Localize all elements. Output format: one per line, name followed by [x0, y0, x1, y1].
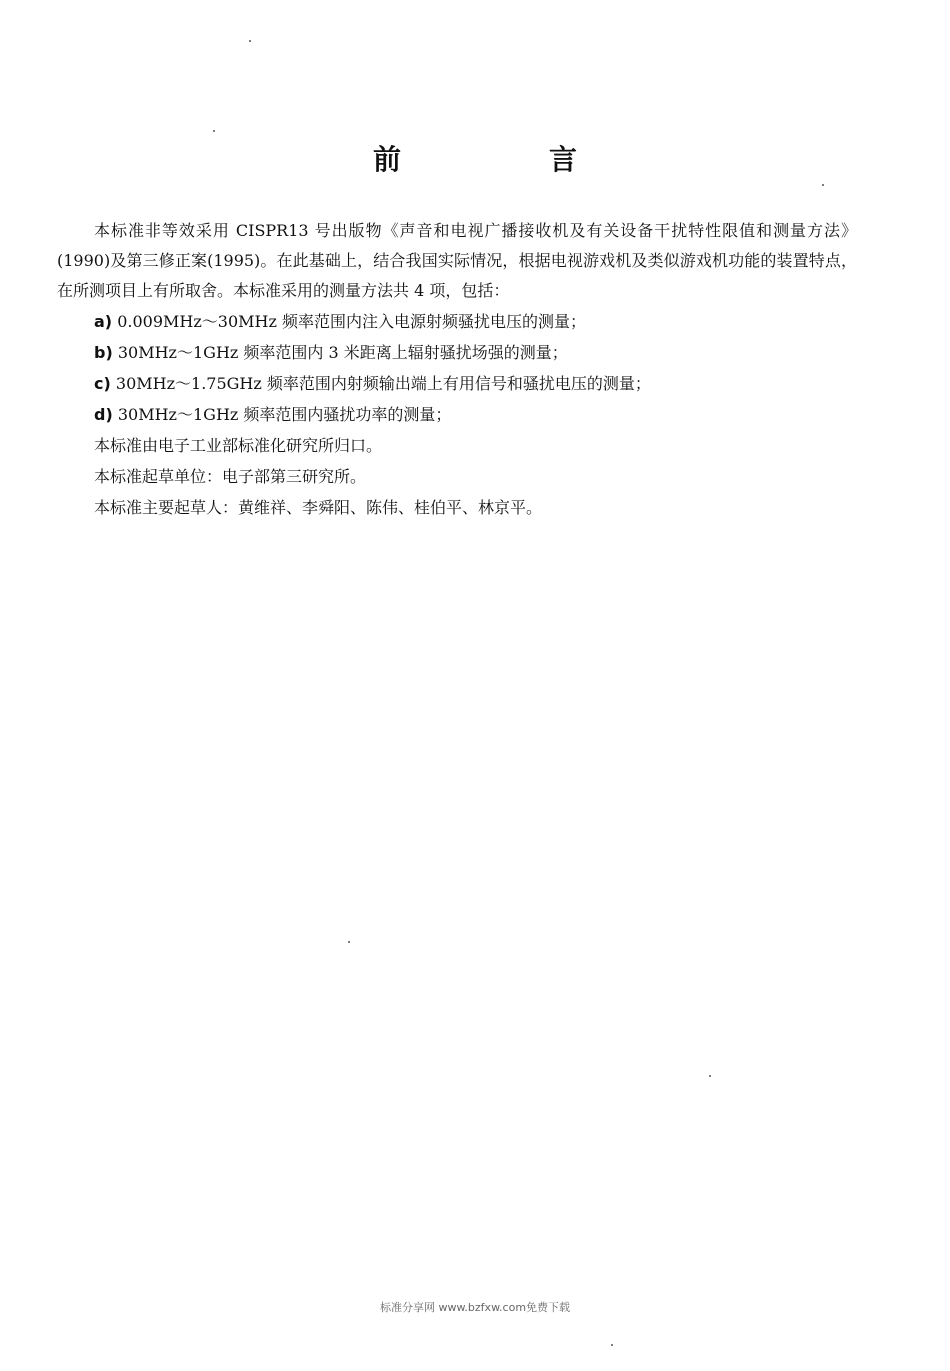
drafters-line: 本标准主要起草人：黄维祥、李舜阳、陈伟、桂伯平、林京平。: [94, 498, 543, 517]
scan-speck: [611, 1344, 613, 1346]
scan-speck: [249, 40, 251, 42]
responsible-unit-line: 本标准由电子工业部标准化研究所归口。: [94, 436, 383, 455]
list-item-label: c): [94, 374, 111, 393]
list-item-text: 0.009MHz～30MHz 频率范围内注入电源射频骚扰电压的测量；: [112, 312, 586, 331]
list-item-d: [57, 399, 857, 430]
list-item-label: a): [94, 312, 113, 331]
list-item-text: 30MHz～1GHz 频率范围内 3 米距离上辐射骚扰场强的测量；: [112, 343, 568, 362]
page-title: 前 言: [372, 143, 637, 176]
list-item-c: [57, 368, 857, 399]
scan-speck: [822, 184, 824, 186]
list-item-label: b): [94, 343, 113, 362]
footer-watermark: 标准分享网 www.bzfxw.com免费下载: [379, 1301, 571, 1314]
scan-speck: [348, 941, 350, 943]
list-item-a: [57, 306, 857, 337]
scan-speck: [213, 130, 215, 132]
drafting-unit-line: 本标准起草单位：电子部第三研究所。: [94, 467, 367, 486]
list-item-text: 30MHz～1GHz 频率范围内骚扰功率的测量；: [112, 405, 452, 424]
list-item-b: [57, 337, 857, 368]
list-item-text: 30MHz～1.75GHz 频率范围内射频输出端上有用信号和骚扰电压的测量；: [110, 374, 651, 393]
body-text: [57, 216, 857, 523]
scan-speck: [709, 1075, 711, 1077]
intro-paragraph: 本标准非等效采用 CISPR13 号出版物《声音和电视广播接收机及有关设备干扰特性限值和测量方法》(1990)及第三修正案(1995)。在此基础上，结合我国实际情况，根据电视游戏机及类似游戏机功能的装置特点，在所测项目上有所取舍。本标准采用的测量方法共 4 项，包括：: [57, 221, 857, 300]
list-item-label: d): [94, 405, 113, 424]
